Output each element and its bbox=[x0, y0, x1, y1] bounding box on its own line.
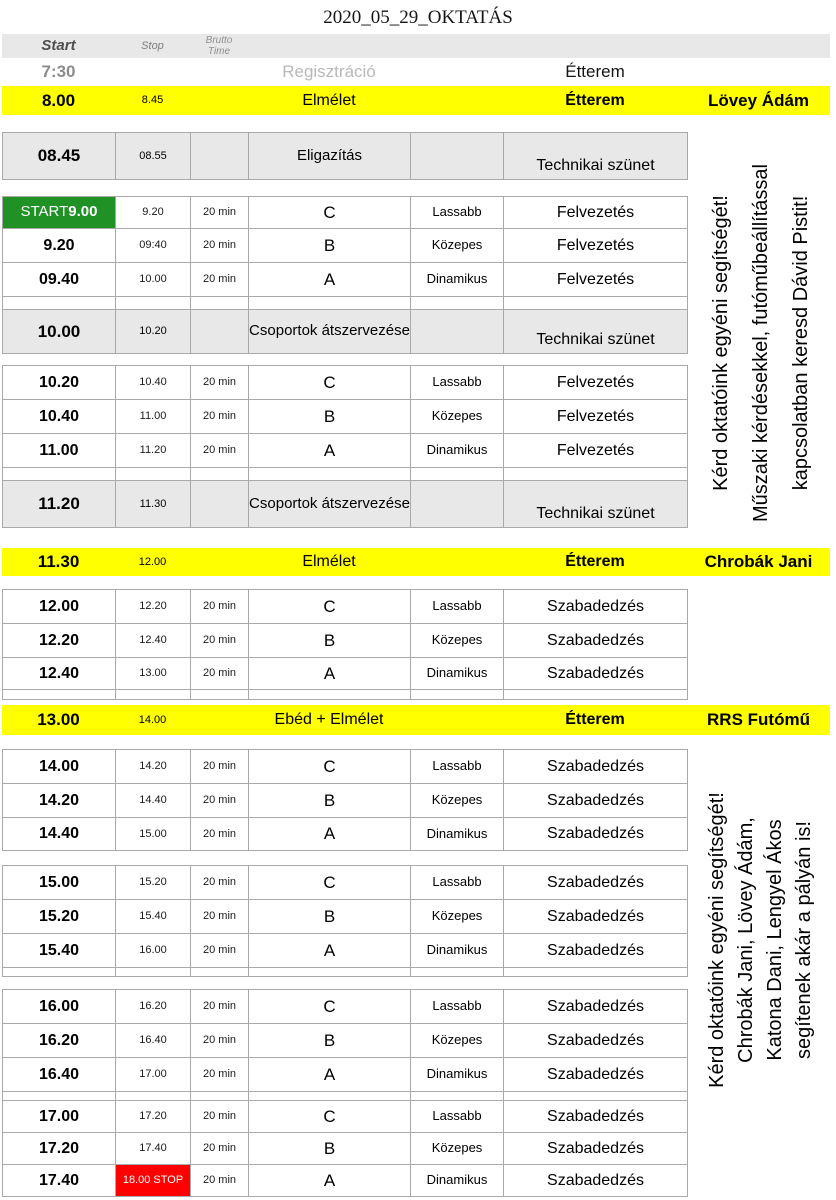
session-row bbox=[2, 817, 688, 851]
brutto-cell: 20 min bbox=[191, 750, 249, 783]
group-cell: C bbox=[249, 1101, 411, 1132]
speed-cell: Dinamikus bbox=[411, 934, 504, 967]
type-cell: Felvezetés bbox=[504, 229, 688, 262]
speed-cell: Közepes bbox=[411, 1024, 504, 1057]
spacer-cell bbox=[3, 968, 116, 976]
spacer-cell bbox=[116, 297, 191, 309]
start-cell: 12.40 bbox=[3, 658, 116, 689]
speed-cell bbox=[410, 86, 503, 115]
group-cell: B bbox=[249, 229, 411, 262]
session-row bbox=[2, 433, 688, 467]
side-note-bottom bbox=[687, 742, 835, 1138]
type-cell: Szabadedzés bbox=[504, 624, 688, 657]
spacer-cell bbox=[3, 468, 116, 480]
brutto-cell: 20 min bbox=[191, 990, 249, 1023]
spacer-cell bbox=[504, 1092, 688, 1100]
brutto-cell: 20 min bbox=[191, 590, 249, 623]
start-cell bbox=[3, 197, 116, 228]
stop-cell: 17.20 bbox=[116, 1101, 191, 1132]
session-row bbox=[2, 196, 688, 228]
group-cell: C bbox=[249, 866, 411, 899]
start-cell: 10.00 bbox=[3, 310, 116, 353]
spacer-cell bbox=[504, 297, 688, 309]
type-cell: Szabadedzés bbox=[504, 934, 688, 967]
group-cell: A bbox=[249, 818, 411, 850]
session-row bbox=[2, 228, 688, 262]
start-cell: 15.40 bbox=[3, 934, 116, 967]
speed-cell: Dinamikus bbox=[411, 818, 504, 850]
group-cell: C bbox=[249, 197, 411, 228]
session-row bbox=[2, 1023, 688, 1057]
start-cell: 17.20 bbox=[3, 1133, 116, 1164]
spacer-cell bbox=[504, 468, 688, 480]
activity-cell: Regisztráció bbox=[282, 62, 376, 82]
speed-cell: Dinamikus bbox=[411, 263, 504, 296]
type-cell: Szabadedzés bbox=[504, 900, 688, 933]
brutto-header-line: Brutto bbox=[205, 34, 233, 46]
speed-cell: Közepes bbox=[411, 1133, 504, 1164]
stop-header: Stop bbox=[141, 39, 164, 52]
group-cell: A bbox=[249, 263, 411, 296]
group-cell: B bbox=[249, 624, 411, 657]
stop-cell: 11.20 bbox=[116, 434, 191, 467]
session-row bbox=[2, 749, 688, 783]
speed-cell: Közepes bbox=[411, 400, 504, 433]
name-cell: Lövey Ádám bbox=[707, 90, 810, 110]
type-cell: Szabadedzés bbox=[504, 1165, 688, 1196]
side-note-top-text bbox=[701, 164, 821, 522]
stop-cell: 15.40 bbox=[116, 900, 191, 933]
side-note-line: Kérd oktatóink egyéni segítségét! bbox=[706, 792, 728, 1088]
session-row bbox=[2, 623, 688, 657]
brutto-header bbox=[190, 34, 248, 58]
spacer-cell bbox=[411, 690, 504, 699]
activity-cell: Csoportok átszervezése bbox=[249, 310, 411, 353]
brutto-cell: 20 min bbox=[191, 934, 249, 967]
activity-cell: Elmélet bbox=[302, 91, 356, 109]
speed-cell: Lassabb bbox=[411, 990, 504, 1023]
brutto-cell bbox=[190, 548, 248, 576]
start-cell: 11.00 bbox=[3, 434, 116, 467]
type-cell: Szabadedzés bbox=[504, 1024, 688, 1057]
start-cell: 7:30 bbox=[41, 62, 76, 82]
start-cell: 10.20 bbox=[3, 366, 116, 399]
break-row bbox=[2, 132, 688, 180]
stop-cell: 12.40 bbox=[116, 624, 191, 657]
type-cell: Felvezetés bbox=[504, 263, 688, 296]
stop-cell: 18.00 STOP bbox=[116, 1165, 191, 1196]
speed-cell: Dinamikus bbox=[411, 658, 504, 689]
brutto-cell: 20 min bbox=[191, 784, 249, 817]
stop-cell: 10.40 bbox=[116, 366, 191, 399]
brutto-cell: 20 min bbox=[191, 400, 249, 433]
spacer-cell bbox=[411, 968, 504, 976]
type-cell: Felvezetés bbox=[504, 197, 688, 228]
brutto-cell: 20 min bbox=[191, 624, 249, 657]
activity-cell: Ebéd + Elmélet bbox=[274, 711, 384, 729]
start-cell: 16.20 bbox=[3, 1024, 116, 1057]
group-cell: C bbox=[249, 366, 411, 399]
stop-cell: 10.00 bbox=[116, 263, 191, 296]
group-cell: A bbox=[249, 1058, 411, 1091]
brutto-cell bbox=[191, 133, 249, 179]
session-row bbox=[2, 989, 688, 1023]
group-cell: A bbox=[249, 434, 411, 467]
type-cell: Felvezetés bbox=[504, 366, 688, 399]
start-cell: 10.40 bbox=[3, 400, 116, 433]
spacer-cell bbox=[249, 968, 411, 976]
type-cell: Szabadedzés bbox=[504, 1133, 688, 1164]
place-cell: Étterem bbox=[565, 711, 625, 729]
start-cell: 11.30 bbox=[37, 552, 80, 572]
spacer-cell bbox=[249, 468, 411, 480]
spacer-cell bbox=[191, 1092, 249, 1100]
brutto-cell bbox=[190, 86, 248, 115]
spacer-cell bbox=[116, 1092, 191, 1100]
type-cell: Szabadedzés bbox=[504, 750, 688, 783]
session-row bbox=[2, 365, 688, 399]
spacer-cell bbox=[116, 968, 191, 976]
group-cell: B bbox=[249, 784, 411, 817]
speed-cell: Lassabb bbox=[411, 866, 504, 899]
spacer-cell bbox=[249, 690, 411, 699]
speed-cell: Lassabb bbox=[411, 590, 504, 623]
break-row bbox=[2, 480, 688, 528]
name-cell: RRS Futómű bbox=[707, 710, 810, 730]
stop-cell: 17.00 bbox=[116, 1058, 191, 1091]
group-cell: C bbox=[249, 990, 411, 1023]
group-cell: B bbox=[249, 900, 411, 933]
place-cell: Étterem bbox=[565, 553, 625, 571]
spacer-cell bbox=[191, 690, 249, 699]
stop-cell: 16.00 bbox=[116, 934, 191, 967]
group-cell: A bbox=[249, 658, 411, 689]
lecture-row bbox=[2, 86, 830, 115]
brutto-cell: 20 min bbox=[191, 1101, 249, 1132]
type-cell: Felvezetés bbox=[504, 400, 688, 433]
start-cell: 12.20 bbox=[3, 624, 116, 657]
spacer-row bbox=[2, 689, 688, 700]
stop-cell: 13.00 bbox=[116, 658, 191, 689]
brutto-cell bbox=[191, 481, 249, 527]
spacer-cell bbox=[116, 468, 191, 480]
activity-cell: Eligazítás bbox=[249, 133, 411, 179]
speed-cell: Dinamikus bbox=[411, 1058, 504, 1091]
brutto-cell: 20 min bbox=[191, 1058, 249, 1091]
header-row bbox=[2, 34, 830, 58]
speed-cell bbox=[411, 481, 504, 527]
start-cell: 12.00 bbox=[3, 590, 116, 623]
speed-cell: Dinamikus bbox=[411, 434, 504, 467]
start-cell: 14.40 bbox=[3, 818, 116, 850]
brutto-cell: 20 min bbox=[191, 818, 249, 850]
side-note-top bbox=[687, 128, 835, 558]
stop-cell: 16.40 bbox=[116, 1024, 191, 1057]
session-row bbox=[2, 1100, 688, 1132]
break-row bbox=[2, 309, 688, 354]
speed-cell bbox=[411, 310, 504, 353]
brutto-cell: 20 min bbox=[191, 1133, 249, 1164]
spacer-cell bbox=[249, 297, 411, 309]
name-cell: Chrobák Jani bbox=[704, 552, 813, 572]
type-cell: Technikai szünet bbox=[504, 133, 688, 179]
start-cell: 08.45 bbox=[3, 133, 116, 179]
speed-cell: Közepes bbox=[411, 624, 504, 657]
stop-cell: 09:40 bbox=[116, 229, 191, 262]
stop-cell: 12.20 bbox=[116, 590, 191, 623]
spacer-cell bbox=[191, 968, 249, 976]
speed-cell: Lassabb bbox=[411, 366, 504, 399]
start-cell: 14.20 bbox=[3, 784, 116, 817]
spacer-cell bbox=[411, 468, 504, 480]
spacer-row bbox=[2, 296, 688, 309]
session-row bbox=[2, 1132, 688, 1164]
group-cell: B bbox=[249, 1133, 411, 1164]
spacer-cell bbox=[504, 968, 688, 976]
brutto-cell: 20 min bbox=[191, 263, 249, 296]
place-cell: Étterem bbox=[565, 62, 625, 82]
type-cell: Szabadedzés bbox=[504, 1101, 688, 1132]
stop-cell: 08.55 bbox=[116, 133, 191, 179]
brutto-cell bbox=[191, 310, 249, 353]
start-cell: 16.40 bbox=[3, 1058, 116, 1091]
page-title: 2020_05_29_OKTATÁS bbox=[323, 7, 513, 28]
spacer-cell bbox=[411, 297, 504, 309]
activity-cell: Csoportok átszervezése bbox=[249, 481, 411, 527]
start-cell: 13.00 bbox=[37, 710, 80, 730]
group-cell: C bbox=[249, 590, 411, 623]
stop-cell: 10.20 bbox=[116, 310, 191, 353]
brutto-cell: 20 min bbox=[191, 1165, 249, 1196]
type-cell: Technikai szünet bbox=[504, 481, 688, 527]
header-filler bbox=[248, 34, 830, 58]
speed-cell bbox=[410, 58, 503, 86]
speed-cell: Közepes bbox=[411, 229, 504, 262]
stop-cell: 14.00 bbox=[138, 713, 167, 726]
session-row bbox=[2, 657, 688, 689]
stop-cell: 8.45 bbox=[141, 94, 164, 107]
stop-cell: 14.20 bbox=[116, 750, 191, 783]
start-cell: 8.00 bbox=[41, 90, 76, 110]
side-note-line: Műszaki kérdésekkel, futóműbeállítással bbox=[750, 164, 773, 522]
type-cell: Szabadedzés bbox=[504, 590, 688, 623]
type-cell: Szabadedzés bbox=[504, 1058, 688, 1091]
start-time: 9.00 bbox=[68, 203, 98, 221]
session-row bbox=[2, 783, 688, 817]
spacer-cell bbox=[411, 1092, 504, 1100]
spacer-row bbox=[2, 467, 688, 480]
speed-cell bbox=[411, 133, 504, 179]
stop-cell: 15.20 bbox=[116, 866, 191, 899]
group-cell: A bbox=[249, 934, 411, 967]
side-note-bottom-text bbox=[703, 792, 819, 1088]
place-cell: Étterem bbox=[565, 91, 625, 109]
speed-cell: Lassabb bbox=[411, 197, 504, 228]
session-row bbox=[2, 262, 688, 296]
session-row bbox=[2, 399, 688, 433]
start-cell: 17.40 bbox=[3, 1165, 116, 1196]
type-cell: Szabadedzés bbox=[504, 658, 688, 689]
brutto-cell: 20 min bbox=[191, 197, 249, 228]
side-note-line: Chrobák Jani, Lövey Ádám, bbox=[735, 817, 757, 1063]
stop-cell: 11.00 bbox=[116, 400, 191, 433]
stop-cell: 14.40 bbox=[116, 784, 191, 817]
stop-cell: 16.20 bbox=[116, 990, 191, 1023]
stop-cell: 17.40 bbox=[116, 1133, 191, 1164]
type-cell: Szabadedzés bbox=[504, 784, 688, 817]
brutto-cell bbox=[190, 58, 248, 86]
speed-cell bbox=[410, 705, 503, 735]
spacer-row bbox=[2, 967, 688, 977]
activity-cell: Elmélet bbox=[302, 553, 356, 571]
type-cell: Technikai szünet bbox=[504, 310, 688, 353]
stop-cell: 11.30 bbox=[116, 481, 191, 527]
start-cell: 09.40 bbox=[3, 263, 116, 296]
type-cell: Szabadedzés bbox=[504, 990, 688, 1023]
session-row bbox=[2, 1057, 688, 1091]
start-cell: 17.00 bbox=[3, 1101, 116, 1132]
spacer-row bbox=[2, 1091, 688, 1100]
session-row bbox=[2, 933, 688, 967]
speed-cell: Dinamikus bbox=[411, 1165, 504, 1196]
spacer-cell bbox=[3, 297, 116, 309]
speed-cell bbox=[410, 548, 503, 576]
group-cell: C bbox=[249, 750, 411, 783]
start-header: Start bbox=[41, 36, 76, 54]
spacer-cell bbox=[116, 690, 191, 699]
gap-row bbox=[2, 576, 836, 589]
start-cell: 15.20 bbox=[3, 900, 116, 933]
speed-cell: Lassabb bbox=[411, 1101, 504, 1132]
group-cell: A bbox=[249, 1165, 411, 1196]
group-cell: B bbox=[249, 400, 411, 433]
start-cell: 11.20 bbox=[3, 481, 116, 527]
speed-cell: Közepes bbox=[411, 784, 504, 817]
start-cell: 15.00 bbox=[3, 866, 116, 899]
type-cell: Szabadedzés bbox=[504, 818, 688, 850]
stop-cell: 12.00 bbox=[138, 555, 167, 568]
brutto-cell: 20 min bbox=[191, 658, 249, 689]
side-note-line: kapcsolatban keresd Dávid Pistit! bbox=[790, 195, 813, 491]
brutto-cell: 20 min bbox=[191, 366, 249, 399]
brutto-cell bbox=[190, 705, 248, 735]
side-note-line: segítenek akár a pályán is! bbox=[793, 821, 815, 1059]
group-cell: B bbox=[249, 1024, 411, 1057]
brutto-cell: 20 min bbox=[191, 229, 249, 262]
session-row bbox=[2, 1164, 688, 1197]
type-cell: Felvezetés bbox=[504, 434, 688, 467]
speed-cell: Lassabb bbox=[411, 750, 504, 783]
spacer-cell bbox=[191, 468, 249, 480]
brutto-cell: 20 min bbox=[191, 866, 249, 899]
start-cell: 16.00 bbox=[3, 990, 116, 1023]
session-row bbox=[2, 899, 688, 933]
spacer-cell bbox=[3, 1092, 116, 1100]
start-cell: 9.20 bbox=[3, 229, 116, 262]
brutto-cell: 20 min bbox=[191, 434, 249, 467]
brutto-cell: 20 min bbox=[191, 1024, 249, 1057]
spacer-cell bbox=[249, 1092, 411, 1100]
side-note-line: Kérd oktatóink egyéni segítségét! bbox=[710, 195, 733, 491]
side-note-line: Katona Dani, Lengyel Ákos bbox=[764, 819, 786, 1061]
session-row bbox=[2, 865, 688, 899]
lecture-row bbox=[2, 705, 830, 735]
type-cell: Szabadedzés bbox=[504, 866, 688, 899]
stop-cell bbox=[115, 58, 190, 86]
registration-row bbox=[2, 58, 836, 86]
stop-cell: 9.20 bbox=[116, 197, 191, 228]
spacer-cell bbox=[191, 297, 249, 309]
start-cell: 14.00 bbox=[3, 750, 116, 783]
speed-cell: Közepes bbox=[411, 900, 504, 933]
session-row bbox=[2, 589, 688, 623]
spacer-cell bbox=[504, 690, 688, 699]
brutto-header-line: Time bbox=[207, 46, 231, 57]
spacer-cell bbox=[3, 690, 116, 699]
start-prefix: START bbox=[20, 203, 69, 221]
stop-cell: 15.00 bbox=[116, 818, 191, 850]
brutto-cell: 20 min bbox=[191, 900, 249, 933]
